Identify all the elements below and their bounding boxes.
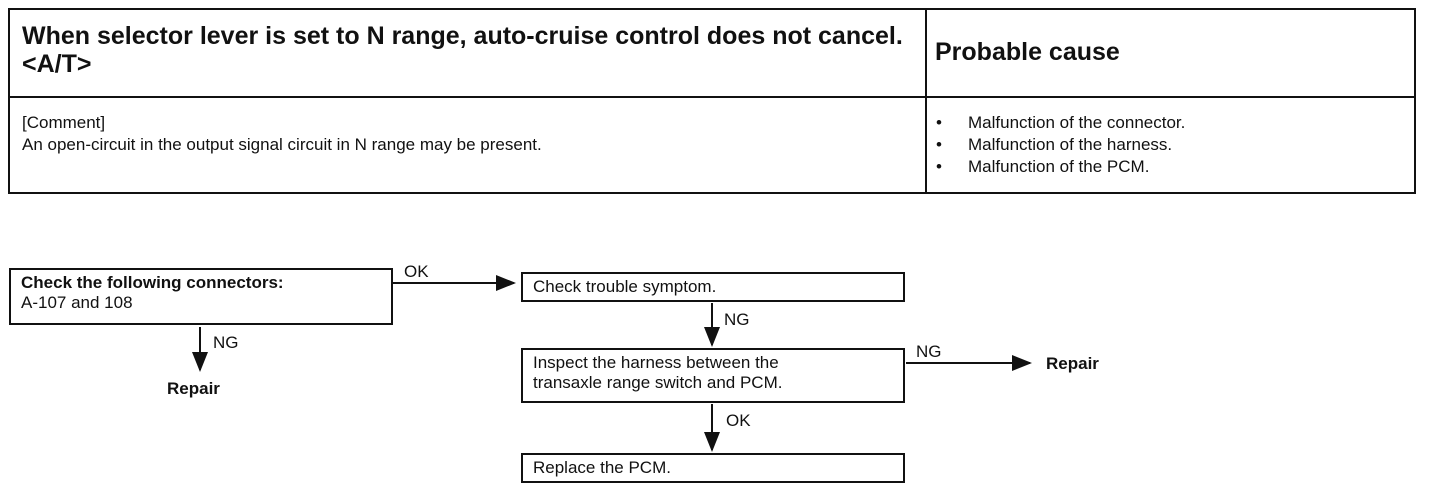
comment-text: An open-circuit in the output signal circuit in N range may be present. xyxy=(22,135,542,154)
inspect-harness-box xyxy=(521,348,905,403)
comment-block xyxy=(22,112,542,156)
cause-item xyxy=(932,112,1185,134)
replace-pcm-box xyxy=(521,453,905,483)
ng-label-right: NG xyxy=(916,342,942,361)
table-column-divider xyxy=(925,10,927,192)
bullet-icon: • xyxy=(936,113,942,132)
bullet-icon: • xyxy=(936,135,942,154)
inspect-harness-line2: transaxle range switch and PCM. xyxy=(533,373,783,392)
replace-pcm-text: Replace the PCM. xyxy=(533,458,671,477)
bullet-icon: • xyxy=(936,157,942,176)
cause-item xyxy=(932,156,1185,178)
check-symptom-text: Check trouble symptom. xyxy=(533,277,717,296)
probable-cause-list xyxy=(932,112,1185,178)
repair-right: Repair xyxy=(1046,354,1099,373)
cause-text: Malfunction of the PCM. xyxy=(968,157,1150,176)
check-connectors-box xyxy=(9,268,393,325)
table-row-divider xyxy=(10,96,1414,98)
ok-label-bottom: OK xyxy=(726,411,751,430)
diagnosis-table xyxy=(8,8,1416,194)
symptom-heading: When selector lever is set to N range, auto-cruise control does not cancel. <A/T> xyxy=(22,22,903,78)
check-connectors-line1: Check the following connectors: xyxy=(21,273,284,292)
probable-cause-heading: Probable cause xyxy=(935,38,1120,66)
comment-label: [Comment] xyxy=(22,113,106,132)
ng-label-left: NG xyxy=(213,333,239,352)
ng-label-mid: NG xyxy=(724,310,750,329)
cause-text: Malfunction of the connector. xyxy=(968,113,1186,132)
inspect-harness-line1: Inspect the harness between the xyxy=(533,353,779,372)
repair-left: Repair xyxy=(167,379,220,398)
cause-item xyxy=(932,134,1185,156)
check-symptom-box xyxy=(521,272,905,302)
cause-text: Malfunction of the harness. xyxy=(968,135,1173,154)
check-connectors-line2: A-107 and 108 xyxy=(21,293,133,312)
ok-label-top: OK xyxy=(404,262,429,281)
